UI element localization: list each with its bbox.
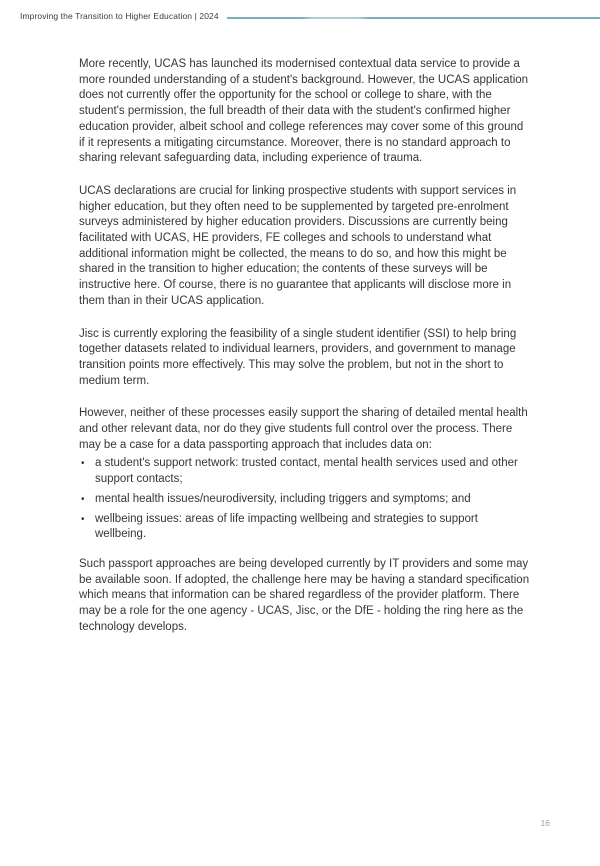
list-item-wellbeing: • wellbeing issues: areas of life impacting wellbeing and strategies to support wellbeing.: [79, 512, 530, 543]
paragraph-passport-approaches: Such passport approaches are being developed currently by IT providers and some may be available soon. If adopted, the challenge here may be having a standard specification which means that information can be shared regardless of the provider platform. There may be a role for the one agency - UCAS, Jisc, or the DfE - holding the ring here as the technology develops.: [79, 557, 530, 633]
paragraph-jisc-ssi: Jisc is currently exploring the feasibility of a single student identifier (SSI) to help bring together datasets related to individual learners, providers, and government to manage transition points more effectively. This may solve the problem, but not in the short to medium term.: [79, 327, 517, 387]
page-header: [20, 11, 600, 21]
paragraph-ucas-declarations: UCAS declarations are crucial for linking prospective students with support services in higher education, but they often need to be supplemented by targeted pre-enrolment surveys administered by higher education providers. Discussions are currently being facilitated with UCAS, HE providers, FE colleges and schools to understand what additional information might be collected, the means to do so, and how this might be shared in the transition to higher education; the contents of these surveys will be instructive here. Of course, there is no guarantee that applicants will disclose more in them than in their UCAS application.: [79, 184, 517, 307]
passport-data-list: [79, 456, 530, 543]
running-header-title: Improving the Transition to Higher Education | 2024: [20, 11, 219, 21]
paragraph-data-passporting-intro: However, neither of these processes easily support the sharing of detailed mental health and other relevant data, nor do they give students full control over the process. There may be a case for a data passporting approach that includes data on:: [79, 407, 528, 451]
paragraph-ucas-contextual-data: More recently, UCAS has launched its modernised contextual data service to provide a more rounded understanding of a student's background. However, the UCAS application does not currently offer the opportunity for the school or college to share, with the student's permission, the full breadth of their data with the student's confirmed higher education provider, albeit school and college references may cover some of this ground if it represents a mitigating circumstance. Moreover, there is no standard approach to sharing relevant safeguarding data, including experience of trauma.: [79, 58, 529, 165]
page-body: [79, 57, 530, 653]
header-rule-line: [227, 17, 600, 19]
page-number: 16: [540, 818, 550, 828]
list-item-support-network: • a student's support network: trusted contact, mental health services used and other support contacts;: [79, 456, 530, 487]
list-item-mental-health: • mental health issues/neurodiversity, including triggers and symptoms; and: [79, 492, 530, 508]
